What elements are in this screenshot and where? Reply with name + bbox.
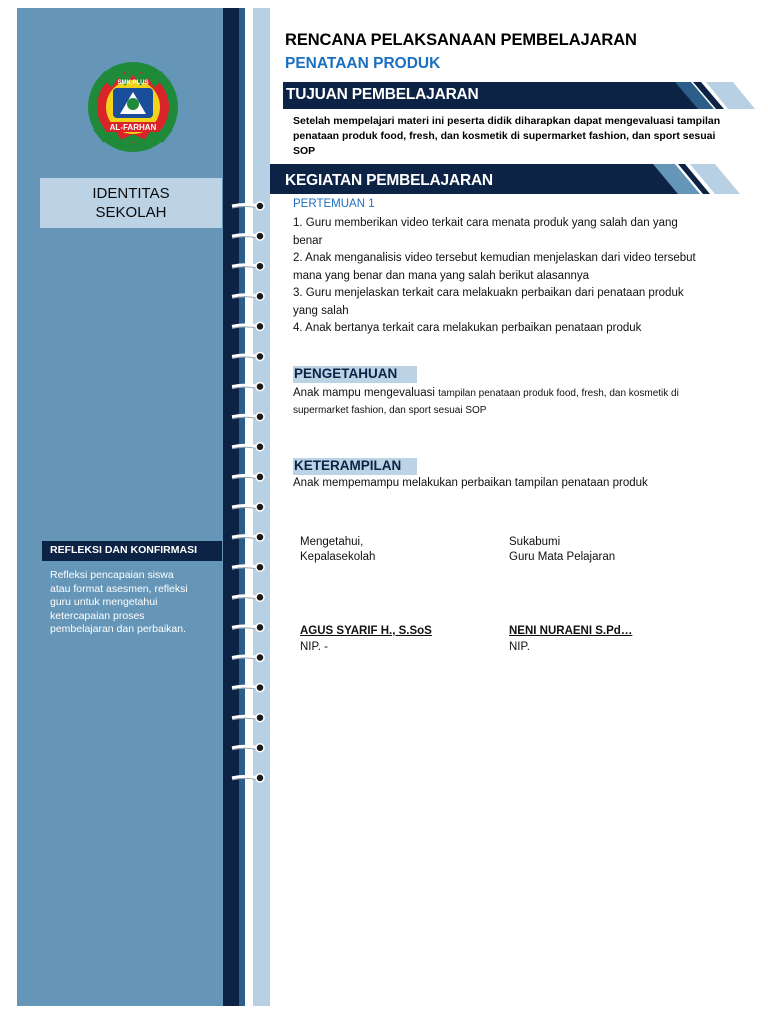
binding-ring — [232, 684, 264, 692]
session-label: PERTEMUAN 1 — [293, 198, 375, 210]
tujuan-line: SOP — [293, 145, 316, 157]
pengetahuan-line-2: supermarket fashion, dan sport sesuai SOP — [293, 405, 487, 416]
identity-line-2: SEKOLAH — [95, 204, 167, 221]
activity-line: mana yang benar dan mana yang salah berikut alasannya — [293, 269, 590, 282]
tujuan-line: penataan produk food, fresh, dan kosmetik di supermarket fashion, dan sport sesuai — [293, 130, 716, 142]
reflection-title: REFLEKSI DAN KONFIRMASI — [50, 544, 197, 556]
activity-steps — [293, 215, 733, 338]
activity-line: 1. Guru memberikan video terkait cara menata produk yang salah dan yang — [293, 217, 678, 229]
logo-top-text: SMK PLUS — [117, 80, 149, 86]
sidebar-panel — [17, 8, 223, 1006]
signature-left-name: AGUS SYARIF H., S.SoS — [300, 625, 432, 637]
binding-ring — [232, 443, 264, 451]
binding-ring — [232, 383, 264, 391]
reflection-line: atau format asesmen, refleksi — [50, 582, 188, 595]
reflection-line: pembelajaran dan perbaikan. — [50, 623, 187, 635]
logo-bottom-text: AL-FARHAN — [109, 123, 157, 132]
reflection-line: guru untuk mengetahui — [50, 596, 158, 608]
signature-right-line-1: Sukabumi — [509, 536, 561, 548]
binding-ring — [232, 744, 264, 752]
activity-line: 4. Anak bertanya terkait cara melakukan perbaikan penataan produk — [293, 322, 642, 334]
binding-ring — [232, 593, 264, 601]
activity-line: 2. Anak menganalisis video tersebut kemudian menjelaskan dari video tersebut — [293, 252, 696, 264]
page-subtitle: PENATAAN PRODUK — [285, 55, 441, 72]
tujuan-line: Setelah mempelajari materi ini peserta didik diharapkan dapat mengevaluasi tampilan — [293, 115, 721, 127]
binding-ring — [232, 262, 264, 270]
binding-ring — [232, 292, 264, 300]
signature-right-name: NENI NURAENI S.Pd… — [509, 625, 633, 637]
pengetahuan-heading: PENGETAHUAN — [293, 366, 417, 383]
tujuan-text — [293, 114, 733, 159]
keterampilan-heading: KETERAMPILAN — [293, 458, 417, 475]
binding-ring — [232, 322, 264, 330]
binding-ring — [232, 714, 264, 722]
binding-ring — [232, 774, 264, 782]
activity-line: yang salah — [293, 304, 349, 317]
signature-left-line-1: Mengetahui, — [300, 536, 364, 548]
signature-right-header — [509, 535, 615, 565]
page-title: RENCANA PELAKSANAAN PEMBELAJARAN — [285, 31, 637, 49]
signature-left-line-2: Kepalasekolah — [300, 551, 376, 563]
school-emblem-icon — [78, 58, 188, 156]
signature-left-header — [300, 535, 375, 565]
binding-ring — [232, 413, 264, 421]
binding-ring — [232, 533, 264, 541]
pengetahuan-rest: tampilan penataan produk food, fresh, dan kosmetik di — [438, 388, 679, 399]
reflection-text — [50, 569, 210, 637]
binding-ring — [232, 473, 264, 481]
keterampilan-text: Anak mempemampu melakukan perbaikan tampilan penataan produk — [293, 477, 648, 489]
signature-left-nip: NIP. - — [300, 641, 328, 653]
pengetahuan-lead: Anak mampu mengevaluasi — [293, 387, 439, 399]
binding-ring — [232, 503, 264, 511]
tujuan-heading: TUJUAN PEMBELAJARAN — [286, 86, 479, 103]
signature-right-nip: NIP. — [509, 641, 530, 653]
kegiatan-heading: KEGIATAN PEMBELAJARAN — [285, 172, 493, 189]
identity-line-1: IDENTITAS — [92, 185, 170, 202]
identity-label-box — [40, 178, 222, 228]
binding-ring — [232, 623, 264, 631]
binding-ring — [232, 353, 264, 361]
binding-ring — [232, 232, 264, 240]
reflection-line: ketercapaian proses — [50, 609, 145, 622]
activity-line: 3. Guru menjelaskan terkait cara melakuakn perbaikan dari penataan produk — [293, 287, 684, 299]
activity-line: benar — [293, 234, 323, 247]
reflection-line: Refleksi pencapaian siswa — [50, 569, 174, 581]
binding-ring — [232, 654, 264, 662]
signature-right-line-2: Guru Mata Pelajaran — [509, 551, 616, 563]
spiral-binding-rings — [228, 0, 270, 1024]
pengetahuan-text — [293, 385, 733, 419]
binding-ring — [232, 563, 264, 571]
binding-ring — [232, 202, 264, 210]
